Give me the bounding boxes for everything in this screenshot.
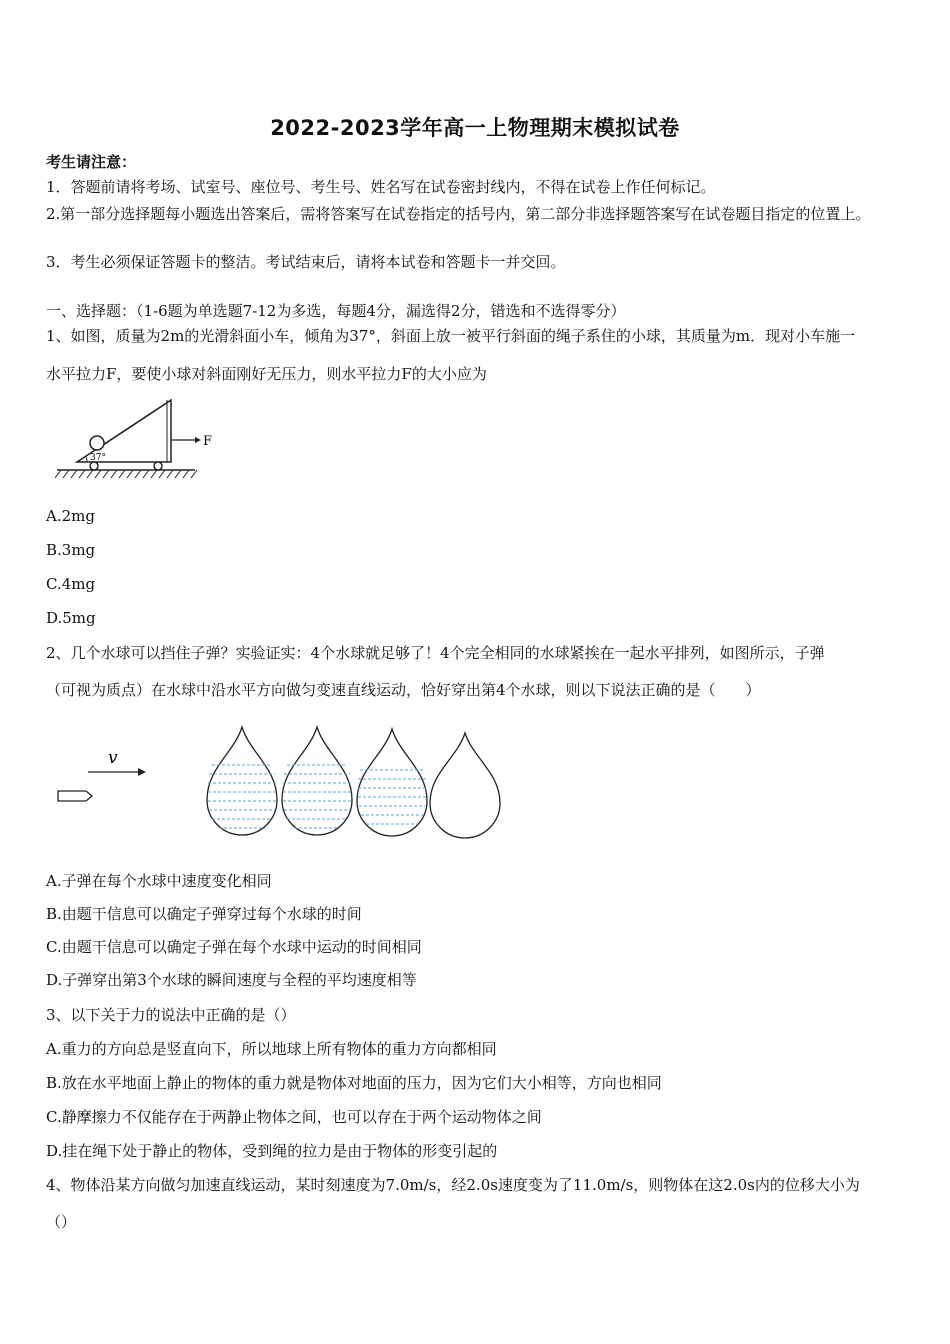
q3-option-b: B.放在水平地面上静止的物体的重力就是物体对地面的压力，因为它们大小相等，方向也相同: [46, 1074, 662, 1092]
q3-option-c: C.静摩擦力不仅能存在于两静止物体之间，也可以存在于两个运动物体之间: [46, 1108, 542, 1126]
q1-option-d: D.5mg: [46, 609, 96, 627]
q2-option-d: D.子弹穿出第3个水球的瞬间速度与全程的平均速度相等: [46, 971, 417, 989]
q2-stem-line1: 2、几个水球可以挡住子弹？实验证实：4个水球就足够了！4个完全相同的水球紧挨在一起水平排列，如图所示，子弹: [46, 644, 825, 662]
q2-option-c: C.由题干信息可以确定子弹在每个水球中运动的时间相同: [46, 938, 422, 956]
q3-stem: 3、以下关于力的说法中正确的是（）: [46, 1006, 296, 1024]
q1-incline-cart-figure: [55, 392, 225, 484]
q1-option-c: C.4mg: [46, 575, 96, 593]
q4-stem-line1: 4、物体沿某方向做匀加速直线运动，某时刻速度为7.0m/s，经2.0s速度变为了11.0m/s，则物体在这2.0s内的位移大小为: [46, 1176, 860, 1194]
notice-item-2: 2.第一部分选择题每小题选出答案后，需将答案写在试卷指定的括号内，第二部分非选择题答案写在试卷题目指定的位置上。: [46, 205, 871, 223]
q1-force-label: F: [203, 434, 213, 449]
page-title: 2022-2023学年高一上物理期末模拟试卷: [270, 116, 680, 140]
notice-heading: 考生请注意：: [46, 153, 137, 171]
q2-option-a: A.子弹在每个水球中速度变化相同: [46, 872, 272, 890]
q3-option-d: D.挂在绳下处于静止的物体，受到绳的拉力是由于物体的形变引起的: [46, 1142, 498, 1160]
q1-stem-line1: 1、如图，质量为2m的光滑斜面小车，倾角为37°，斜面上放一被平行斜面的绳子系住的小球，其质量为m．现对小车施一: [46, 327, 856, 345]
q2-stem-line2: （可视为质点）在水球中沿水平方向做匀变速直线运动，恰好穿出第4个水球，则以下说法正确的是（ ）: [46, 681, 761, 699]
notice-item-3: 3．考生必须保证答题卡的整洁。考试结束后，请将本试卷和答题卡一并交回。: [46, 253, 566, 271]
notice-item-1: 1．答题前请将考场、试室号、座位号、考生号、姓名写在试卷密封线内，不得在试卷上作任何标记。: [46, 178, 716, 196]
bullet-icon: [58, 791, 92, 801]
q2-option-b: B.由题干信息可以确定子弹穿过每个水球的时间: [46, 905, 362, 923]
q1-option-a: A.2mg: [46, 507, 95, 525]
q3-option-a: A.重力的方向总是竖直向下，所以地球上所有物体的重力方向都相同: [46, 1040, 497, 1058]
q4-stem-line2: （）: [46, 1213, 77, 1231]
q1-stem-line2: 水平拉力F，要使小球对斜面刚好无压力，则水平拉力F的大小应为: [46, 365, 487, 383]
section-heading: 一、选择题：（1-6题为单选题7-12为多选，每题4分，漏选得2分，错选和不选得零分）: [46, 302, 626, 320]
q2-water-balls-figure: [50, 718, 510, 842]
q2-velocity-label: v: [108, 748, 118, 768]
q1-angle-label: 37°: [90, 453, 106, 463]
q1-option-b: B.3mg: [46, 541, 96, 559]
